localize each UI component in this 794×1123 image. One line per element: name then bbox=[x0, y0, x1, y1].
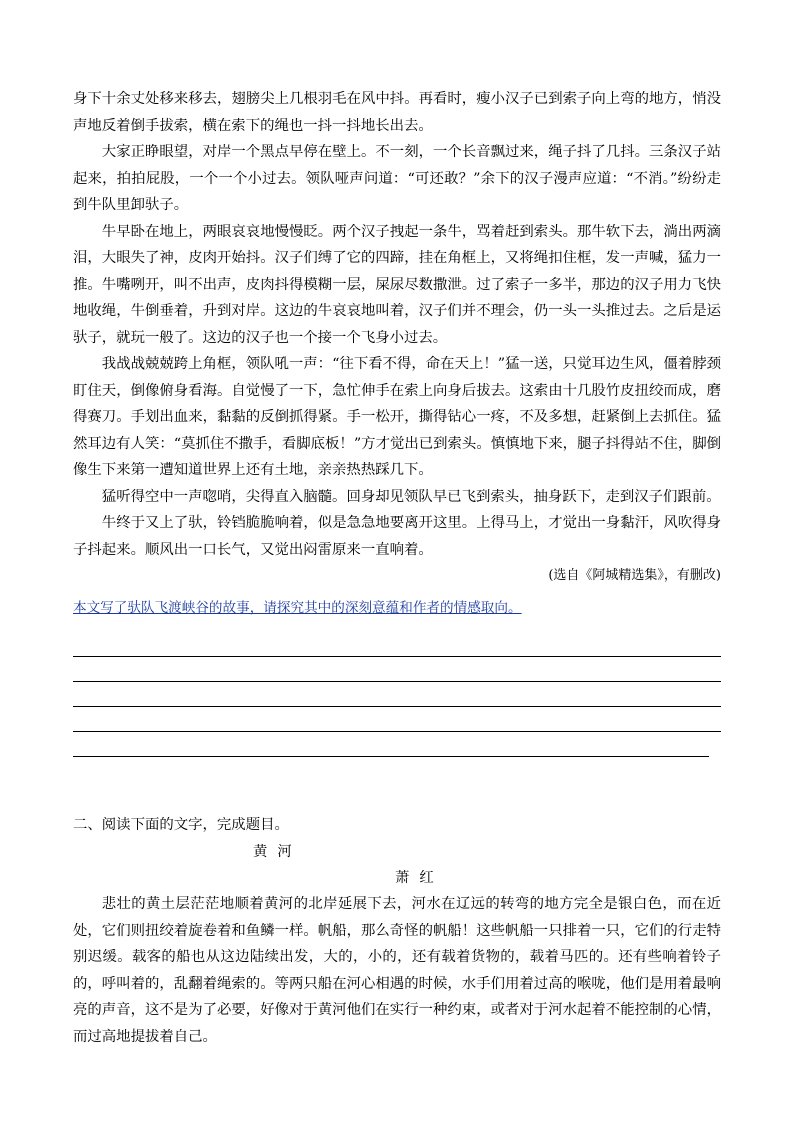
document-page bbox=[73, 86, 721, 1050]
answer-line bbox=[73, 707, 721, 732]
passage-paragraph-2: 大家正睁眼望，对岸一个黑点早停在壁上。不一刻，一个长音飘过来，绳子抖了几抖。三条汉子站起来，拍拍屁股，一个一个小过去。领队哑声问道：“可还敢？”余下的汉子漫声应道：“不消。”纷纷走到牛队里卸驮子。 bbox=[73, 144, 721, 213]
answer-line bbox=[73, 732, 709, 757]
article-title: 黄河 bbox=[253, 844, 302, 860]
answer-line bbox=[73, 632, 721, 657]
answer-lines bbox=[73, 632, 721, 757]
article-paragraph-1: 悲壮的黄土层茫茫地顺着黄河的北岸延展下去，河水在辽远的转弯的地方完全是银白色，而在近处，它们则扭绞着旋卷着和鱼鳞一样。帆船，那么奇怪的帆船！这些帆船一只排着一只，它们的行走特别迟缓。载客的船也从这边陆续出发，大的，小的，还有载着货物的，载着马匹的。还有些响着铃子的，呼叫着的，乱翻着绳索的。等两只船在河心相遇的时候，水手们用着过高的喉咙，他们是用着最响亮的声音，这不是为了必要，好像对于黄河他们在实行一种约束，或者对于河水起着不能控制的心情，而过高地提拔着自己。 bbox=[73, 896, 721, 1045]
answer-line bbox=[73, 682, 721, 707]
source-note: (选自《阿城精选集》，有删改) bbox=[548, 568, 721, 583]
passage-paragraph-4: 我战战兢兢跨上角框，领队吼一声：“往下看不得，命在天上！”猛一送，只觉耳边生风，僵着脖颈盯住天，倒像俯身看海。自觉慢了一下，急忙伸手在索上向身后拔去。这索由十几股竹皮扭绞而成，磨得赛刀。手划出血来，黏黏的反倒抓得紧。手一松开，撕得钻心一疼，不及多想，赶紧倒上去抓住。猛然耳边有人笑：“莫抓住不撒手，看脚底板！”方才觉出已到索头。慎慎地下来，腿子抖得站不住，脚倒像生下来第一遭知道世界上还有土地，亲亲热热踩几下。 bbox=[73, 356, 721, 478]
answer-line bbox=[73, 657, 721, 682]
article-author: 萧红 bbox=[395, 870, 444, 886]
passage-paragraph-6: 牛终于又上了驮，铃铛脆脆响着，似是急急地要离开这里。上得马上，才觉出一身黏汗，风吹得身子抖起来。顺风出一口长气，又觉出闷雷原来一直响着。 bbox=[73, 515, 721, 558]
passage-paragraph-5: 猛听得空中一声唿哨，尖得直入脑髓。回身却见领队早已飞到索头，抽身跃下，走到汉子们跟前。 bbox=[101, 488, 721, 505]
section-heading: 二、阅读下面的文字，完成题目。 bbox=[73, 817, 289, 833]
passage-paragraph-3: 牛早卧在地上，两眼哀哀地慢慢眨。两个汉子拽起一条牛，骂着赶到索头。那牛软下去，淌出两滴泪，大眼失了神，皮肉开始抖。汉子们缚了它的四蹄，挂在角框上，又将绳扣住框，发一声喊，猛力一推。牛嘴咧开，叫不出声，皮肉抖得模糊一层，屎尿尽数撒泄。过了索子一多半，那边的汉子用力飞快地收绳，牛倒垂着，升到对岸。这边的牛哀哀地叫着，汉子们并不理会，仍一头一头推过去。之后是运驮子，就玩一般了。这边的汉子也一个接一个飞身小过去。 bbox=[73, 223, 721, 346]
passage-paragraph-1: 身下十余丈处移来移去，翅膀尖上几根羽毛在风中抖。再看时，瘦小汉子已到索子向上弯的地方，悄没声地反着倒手拔索，横在索下的绳也一抖一抖地长出去。 bbox=[73, 91, 721, 134]
question-prompt: 本文写了驮队飞渡峡谷的故事，请探究其中的深刻意蕴和作者的情感取向。 bbox=[73, 600, 522, 616]
